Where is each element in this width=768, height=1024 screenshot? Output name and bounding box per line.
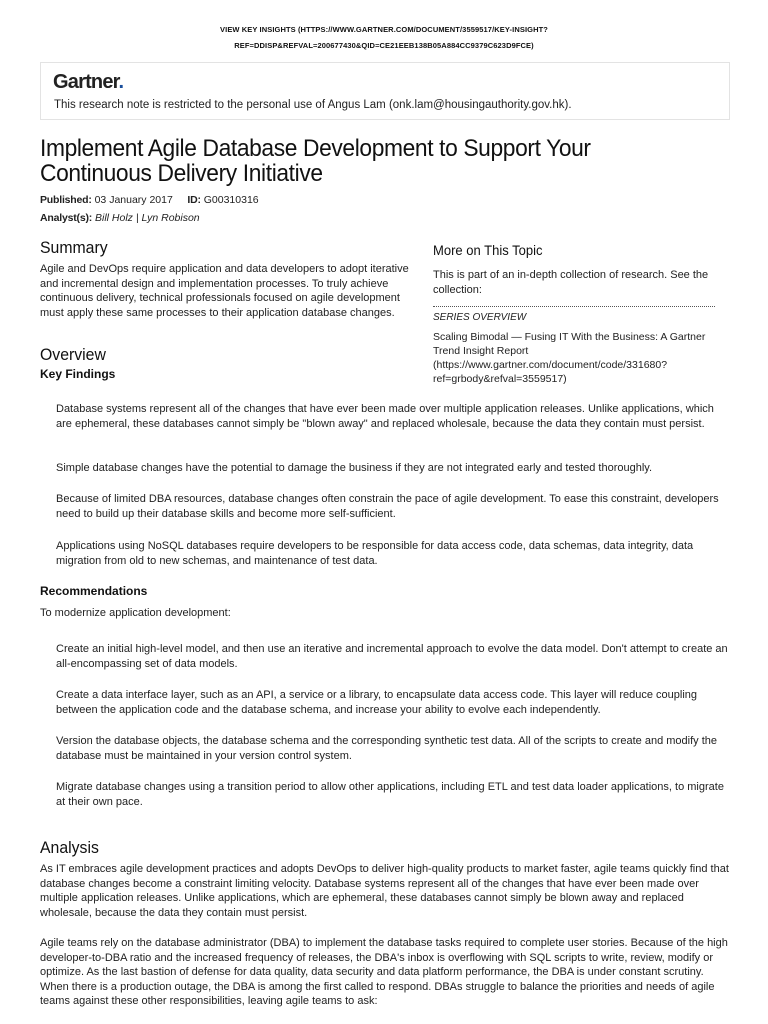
key-findings-heading: Key Findings xyxy=(40,367,116,381)
recommendation-1: Create an initial high-level model, and then use an iterative and incremental approach to evolve the data model. Don't attempt to create an all-encompassing set of data models. xyxy=(56,643,728,670)
key-insights-line-1: VIEW KEY INSIGHTS (HTTPS://WWW.GARTNER.COM/DOCUMENT/3559517/KEY-INSIGHT? xyxy=(220,25,548,34)
recommendation-2: Create a data interface layer, such as an API, a service or a library, to encapsulate data access code. This layer will reduce coupling between the application code and the database schema, and increase your ability to evolve each independently. xyxy=(56,689,697,716)
analysts-label: Analyst(s): xyxy=(40,212,93,224)
more-on-topic-intro: This is part of an in-depth collection of research. See the collection: xyxy=(433,269,709,296)
recommendations-intro: To modernize application development: xyxy=(40,607,231,619)
usage-notice-text: This research note is restricted to the personal use of Angus Lam (onk.lam@housingauthority.gov.hk). xyxy=(54,99,572,111)
document-title: Implement Agile Database Development to Support Your Continuous Delivery Initiative xyxy=(40,135,591,187)
id-label: ID: xyxy=(187,194,201,206)
analysts-meta xyxy=(40,212,200,224)
key-finding-4: Applications using NoSQL databases require developers to be responsible for data access code, data schemas, data integrity, data migration from old to new schemas, and maintenance of test data. xyxy=(56,540,694,567)
recommendation-3: Version the database objects, the database schema and the corresponding synthetic test data. All of the scripts to create and modify the database must be maintained in your version control system. xyxy=(56,735,718,762)
summary-heading: Summary xyxy=(40,238,108,257)
gartner-logo xyxy=(53,71,123,94)
logo-text: Gartner xyxy=(53,71,119,93)
published-label: Published: xyxy=(40,194,92,206)
publication-meta xyxy=(40,194,259,206)
overview-heading: Overview xyxy=(40,345,106,364)
recommendations-heading: Recommendations xyxy=(40,584,148,598)
key-insights-line-2: REF=DDISP&REFVAL=200677430&QID=CE21EEB138B05A884CC9379C623D9FCE) xyxy=(234,41,534,50)
key-finding-3: Because of limited DBA resources, database changes often constrain the pace of agile development. To ease this constraint, developers need to build up their database skills and become more self-sufficient. xyxy=(56,493,719,520)
key-insights-link[interactable] xyxy=(0,22,768,54)
series-overview-label: SERIES OVERVIEW xyxy=(433,312,527,323)
recommendation-4: Migrate database changes using a transition period to allow other applications, including ETL and test data loader applications, to migrate at their own pace. xyxy=(56,781,724,808)
summary-text: Agile and DevOps require application and data developers to adopt iterative and incremental design and implementation processes. To truly achieve continuous delivery, technical professionals focused on agile development must apply these same processes to their application database changes. xyxy=(40,263,409,319)
logo-dot: . xyxy=(118,71,124,93)
key-finding-2: Simple database changes have the potential to damage the business if they are not integrated early and tested thoroughly. xyxy=(56,462,653,474)
analysis-paragraph-1: As IT embraces agile development practices and adopts DevOps to deliver high-quality products to market faster, agile teams quickly find that database changes become a constraint limiting velocity. Database systems represent all of the changes that have ever been made over multiple application releases. Unlike applications, which are ephemeral, these databases cannot simply be blown away and replaced wholesale, because the data they contain must persist. xyxy=(40,863,729,919)
usage-notice-box xyxy=(40,62,730,120)
analysis-heading: Analysis xyxy=(40,838,99,857)
key-finding-1: Database systems represent all of the changes that have ever been made over multiple application releases. Unlike applications, which are ephemeral, these databases cannot simply be "blown away" and replaced wholesale, because the data they contain must persist. xyxy=(56,403,714,430)
document-id: G00310316 xyxy=(203,194,259,206)
more-on-topic-heading: More on This Topic xyxy=(433,242,543,258)
analysis-paragraph-2: Agile teams rely on the database administrator (DBA) to implement the database tasks required to complete user stories. Because of the high developer-to-DBA ratio and the increased frequency of releases, the DBA's inbox is overflowing with SQL scripts to write, review, modify or optimize. As the last bastion of defense for data quality, data security and data platform performance, the DBA is under constant scrutiny. When there is a production outage, the DBA is among the first called to respond. DBAs struggle to balance the priorities and needs of agile teams against these other responsibilities, leaving agile teams to ask: xyxy=(40,937,728,1007)
published-date: 03 January 2017 xyxy=(94,194,173,206)
sidebar-divider xyxy=(433,306,715,307)
series-overview-link[interactable]: Scaling Bimodal — Fusing IT With the Business: A Gartner Trend Insight Report (https://www.gartner.com/document/code/331680?ref=grbody&refval=3559517) xyxy=(433,331,706,385)
analysts-names: Bill Holz | Lyn Robison xyxy=(94,212,200,224)
